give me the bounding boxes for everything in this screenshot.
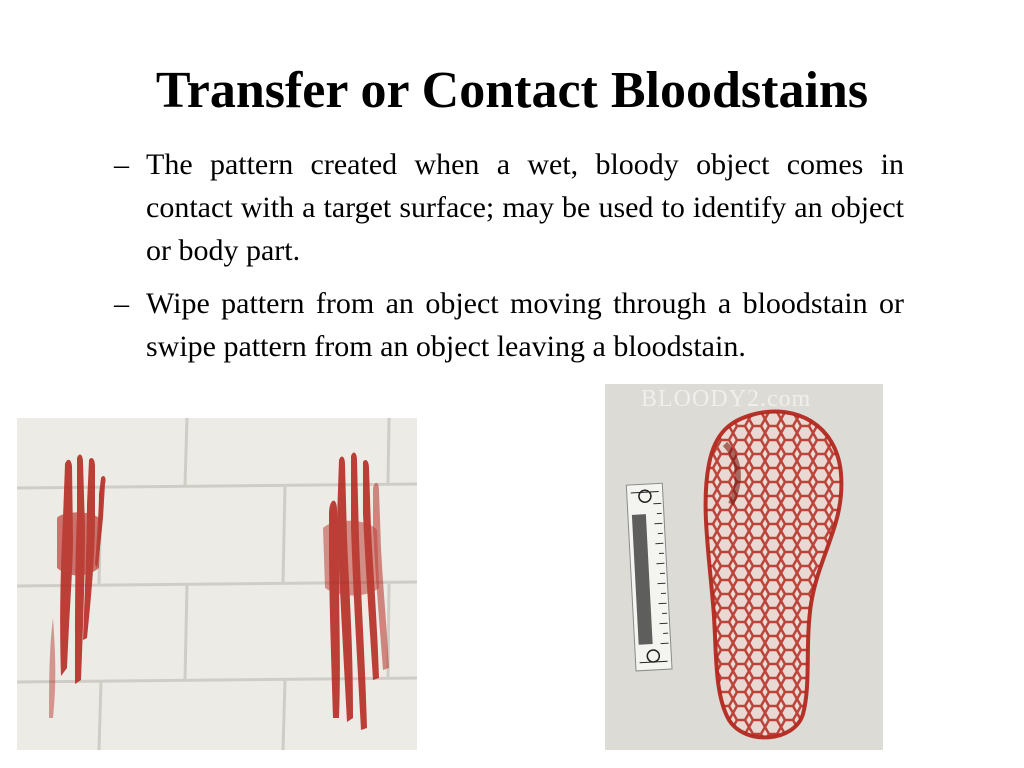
bullet-item	[114, 282, 904, 368]
bullet-dash: –	[114, 287, 129, 320]
bullet-list	[114, 143, 904, 378]
shoe-print-image	[605, 384, 883, 750]
wall-bloodstain-photo	[17, 418, 417, 750]
bullet-text: The pattern created when a wet, bloody object comes in contact with a target surface; may be used to identify an object or body part.	[146, 148, 904, 267]
wall-bloodstain-image	[17, 418, 417, 750]
bullet-dash: –	[114, 148, 129, 181]
shoe-print-photo	[605, 384, 883, 750]
photo-watermark: BLOODY2.com	[641, 386, 812, 412]
bullet-text: Wipe pattern from an object moving through a bloodstain or swipe pattern from an object leaving a bloodstain.	[146, 287, 904, 363]
bullet-item	[114, 143, 904, 272]
slide-title: Transfer or Contact Bloodstains	[155, 62, 869, 119]
